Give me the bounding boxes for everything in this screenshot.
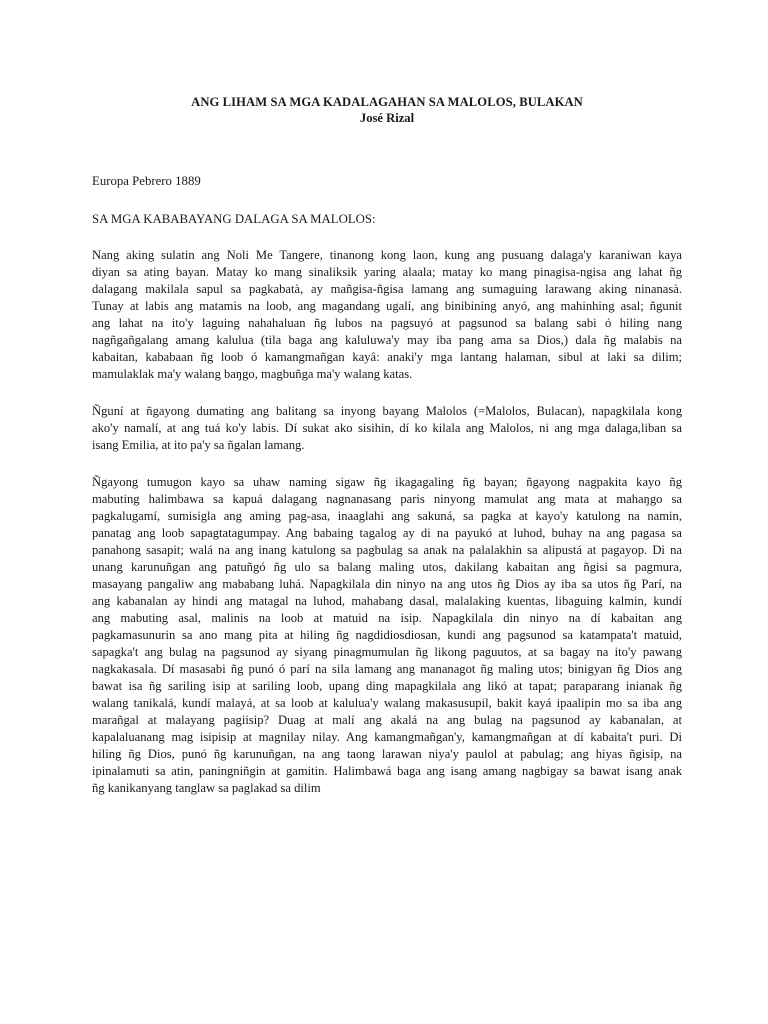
text-line: mamulaklak ma'y walang baŋgo, magbuñga ma'y walang katas.: [92, 367, 413, 381]
text-line: isang Emilia, at ito pa'y sa ñgalan lamang.: [92, 438, 305, 452]
letter-dateline: Europa Pebrero 1889: [92, 174, 201, 188]
text-line: ang kabanalan ay hindi ang matagal na luhod, mahabang dasal, malalaking kuentas, libaguing kalmin, kundí: [92, 594, 682, 608]
document-page: [92, 84, 682, 797]
text-line: pagkalugamí, sumisigla ang aming pag-asa, inaaglahi ang sakuná, sa pagka at kayo'y katulong na namin,: [92, 509, 682, 523]
text-line: kabaitan, kababaan ñg loob ó kamangmañgan kayâ: anaki'y mga lantang halaman, sibul at laki sa dilim;: [92, 350, 682, 364]
text-line: hiling ñg Dios, punó ñg karunuñgan, na ang taong larawan niya'y paulol at pabulag; ang hiyas ñgisip, na: [92, 747, 682, 761]
text-line: masayang pangaliw ang mababang luhá. Napagkilala din ninyo na ang utos ñg Dios ay iba sa utos ñg Parí, na: [92, 577, 682, 591]
text-line: pagkamasunurin sa ano mang pita at hiling ñg nagdidiosdiosan, kundi ang pagsunod sa katampata't matuid,: [92, 628, 682, 642]
text-line: nagkakasala. Dí masasabi ñg punó ó parí na sila lamang ang mananagot ñg maling utos; binigyan ñg Dios ang: [92, 662, 682, 676]
text-line: mabuting halimbawa sa kapuá dalagang nagnanasang paris ninyong mamulat ang mata at mahaŋgo sa: [92, 492, 682, 506]
text-line: Nang aking sulatin ang Noli Me Tangere, tinanong kong laon, kung ang pusuang dalaga'y karaniwan kaya: [92, 248, 682, 262]
text-line: ipinalamuti sa atin, paningniñgin at gamitin. Halimbawá baga ang isang amang nagbigay sa bawat isang anak: [92, 764, 682, 778]
text-line: dalagang makilala sapul sa pagkabatà, ay mañgisa-ñgisa lamang ang sumaguing larawang aking ninanasà.: [92, 282, 682, 296]
text-line: ako'y namalí, at ang tuá ko'y labis. Dí sukat ako sisihin, dí ko kilala ang Malolos, ni ang mga dalaga,liban sa: [92, 421, 682, 435]
paragraph-1: [92, 247, 682, 383]
text-line: ñg kanikanyang tanglaw sa paglakad sa dilim: [92, 781, 321, 795]
document-author: José Rizal: [359, 111, 415, 125]
text-line: diyan sa ating bayan. Matay ko mang sinaliksik yaring alaala; matay ko mang pinagisa-ngisa ang lahat ñg: [92, 265, 682, 279]
text-line: Tunay at labis ang matamis na loob, ang magandang ugalí, ang binibining anyó, ang mahinhing asal; ñgunit: [92, 299, 682, 313]
paragraph-2: [92, 403, 682, 454]
letter-salutation: SA MGA KABABAYANG DALAGA SA MALOLOS:: [92, 212, 376, 226]
text-line: bawat isa ñg sariling isip at sariling loob, upang ding mapagkilala ang likó at tapat; paraparang inianak ñg: [92, 679, 682, 693]
text-line: unang karunuñgan ang patuñgó ñg ulo sa balang maling utos, dakilang kabaitan ang ñgisi sa pagmura,: [92, 560, 682, 574]
text-line: walang tanikalá, kundí malayá, at sa loob at kalulua'y walang makasusupil, bakit kayá ipaalipin mo sa iba ang: [92, 696, 682, 710]
text-line: sapagka't ang bulag na pagsunod ay siyang pinagmumulan ñg likong paguutos, at sa bagay na ito'y pawang: [92, 645, 682, 659]
paragraph-3: [92, 474, 682, 797]
text-line: panatag ang loob sapagtatagumpay. Ang babaing tagalog ay di na payukó at luhod, buhay na ang pagasa sa: [92, 526, 682, 540]
text-line: kapalaluanang mag isipisip at magnilay nilay. Ang kamangmañgan'y, kamangmañgan at dí kabaita't puri. Di: [92, 730, 682, 744]
text-line: panahong sasapit; walá na ang inang katulong sa pagbulag sa anak na palalakhin sa alipustá at pagayop. Di na: [92, 543, 682, 557]
text-line: ang mabuting asal, malinis na loob at matuid na isip. Napagkilala din ninyo na dí kabaitan ang: [92, 611, 682, 625]
text-line: Ñgayong tumugon kayo sa uhaw naming sigaw ñg ikagagaling ñg bayan; ñgayong nagpakita kayo ñg: [92, 475, 682, 489]
text-line: nagñgañgalang amang kalulua (tila baga ang kaluluwa'y may iba pang ama sa Dios,) dala ñg malabis na: [92, 333, 682, 347]
text-line: ang lahat na ito'y laguing nahahaluan ñg lubos na pagsuyó at pagsunod sa balang sabi ó hiling nang: [92, 316, 682, 330]
text-line: marañgal at malayang pagiisip? Duag at malí ang akalá na ang bulag na pagsunod ay kabanalan, at: [92, 713, 682, 727]
text-line: Ñguní at ñgayong dumating ang balitang sa inyong bayang Malolos (=Malolos, Bulacan), napagkilala kong: [92, 404, 682, 418]
document-title: ANG LIHAM SA MGA KADALAGAHAN SA MALOLOS, BULAKAN: [191, 95, 583, 109]
